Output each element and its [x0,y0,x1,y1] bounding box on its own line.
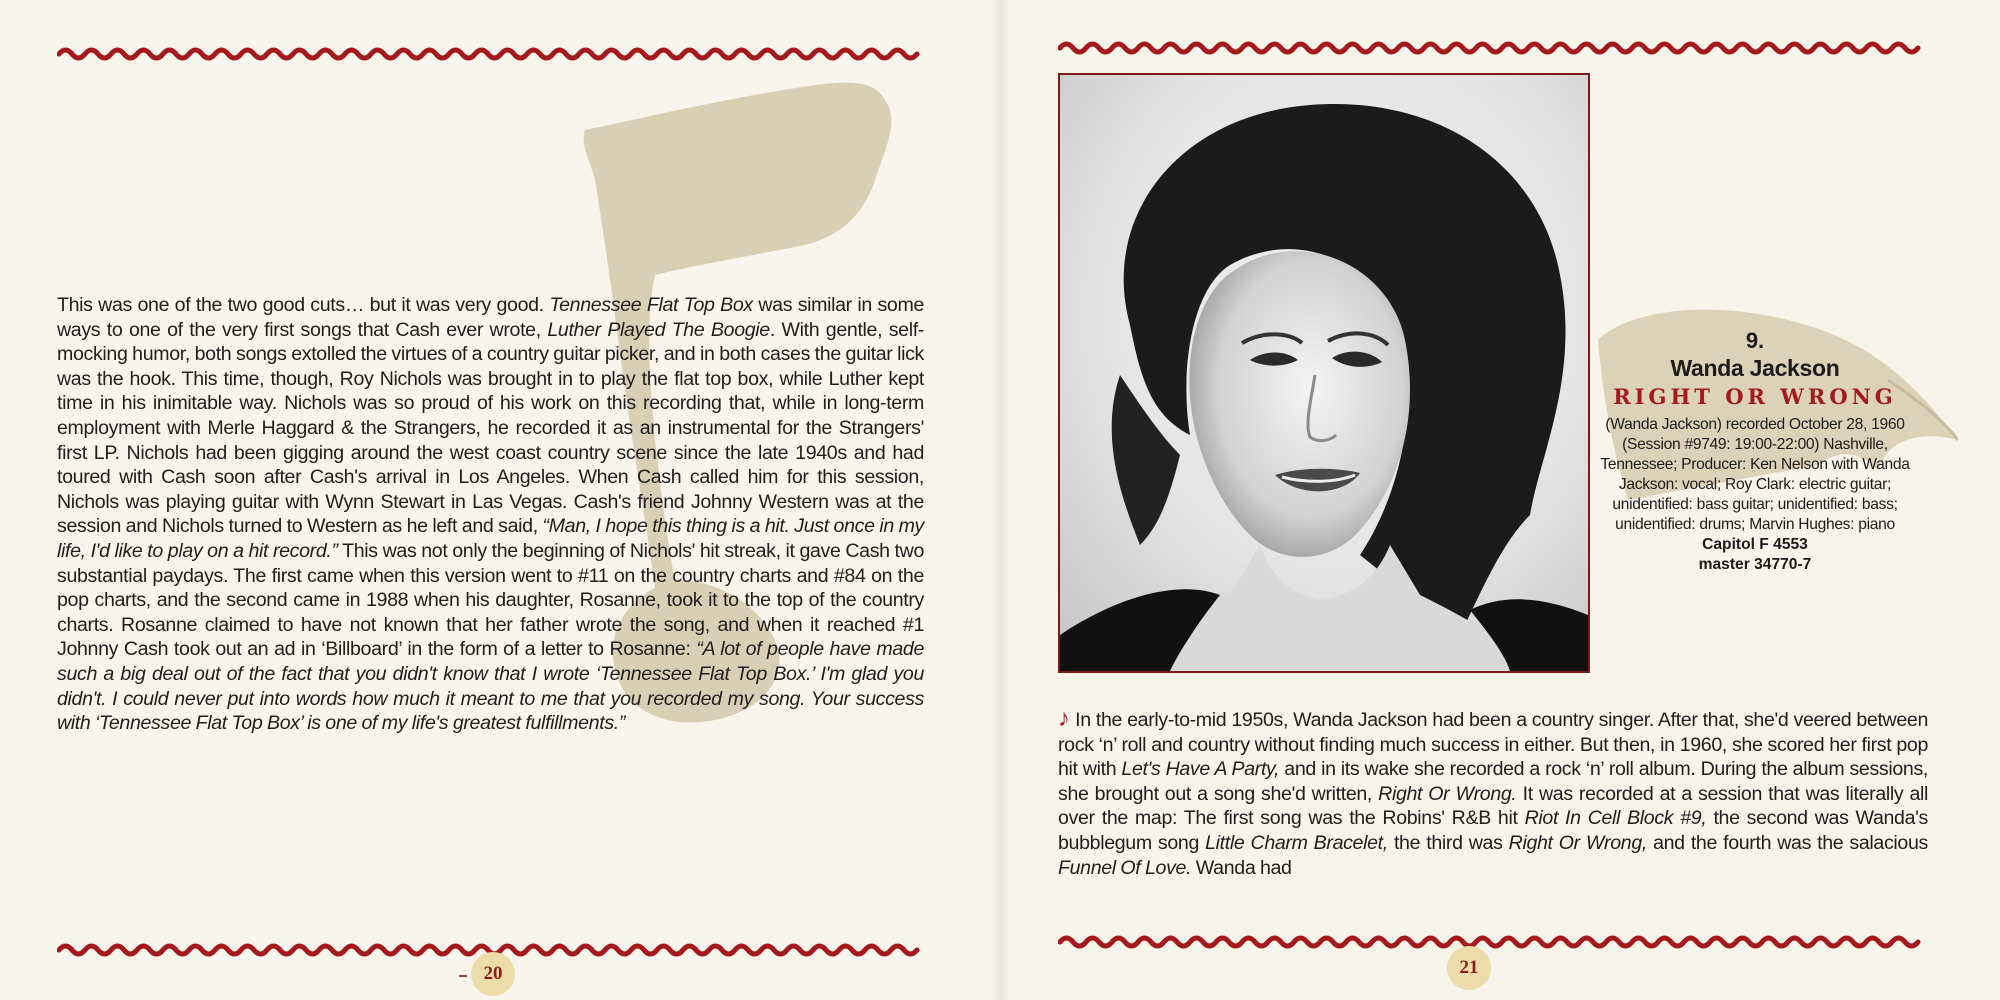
italic-text-run: Funnel Of Love. [1058,856,1192,879]
music-note-bullet-icon: ♪ [1058,705,1071,732]
text-run: and the fourth was the salacious [1646,831,1928,854]
italic-text-run: Luther Played The Boogie [547,318,770,341]
italic-text-run: “A lot of people have made such a big deal out of the fact that you didn't know that I wrote ‘Tennessee Flat Top Box.’ I'm glad you didn't. I could never put into words how much it meant to me that you recorded my song. Your success with ‘Tennessee Flat Top Box’ is one of my life's greatest fulfillments.” [57,638,924,735]
text-run: In the early-to-mid 1950s, Wanda Jackson had been a country singer. After that, she'd veered between rock ‘n’ roll and country without finding much success in either. But then, in 1960, she scored her first pop hit with [1058,709,1928,781]
right-body-text [1058,707,1928,880]
italic-text-run: “Man, I hope this thing is a hit. Just once in my life, I'd like to play on a hit record.” [57,515,924,562]
bottom-wavy-rule-right [1058,932,1924,952]
artist-name: Wanda Jackson [1670,355,1840,381]
portrait-image [1060,75,1588,671]
text-run: It was recorded at a session that was literally all over the map: The first song was the Robins' R&B hit [1058,782,1929,830]
text-run: . With gentle, self-mocking humor, both songs extolled the virtues of a country guitar picker, and in both cases the guitar lick was the hook. This time, though, Roy Nichols was brought in to play the flat top box, while Luther kept time in his inimitable way. Nichols was so proud of his work on this recording that, while in long-term employment with Merle Haggard & the Strangers, he recorded it as an instrumental for the Strangers' first LP. Nichols had been gigging around the west coast country scene since the late 1940s and had toured with Cash soon after Cash's arrival in Los Angeles. When Cash called him for this session, Nichols was playing guitar with Wynn Stewart in Las Vegas. Cash's friend Johnny Western was at the session and Nichols turned to Western as he left and said, [57,318,924,538]
wavy-rule [1058,932,1924,952]
italic-text-run: Tennessee Flat Top Box [549,294,753,316]
text-run: This was one of the two good cuts… but it was very good. [57,294,550,316]
page-number-left: 20 [471,952,515,996]
right-body-content [1058,709,1928,879]
wavy-rule [1058,38,1924,58]
text-run: the second was Wanda's bubblegum song [1058,807,1928,854]
italic-text-run: Riot In Cell Block #9, [1524,807,1707,830]
text-run: was similar in some ways to one of the very first songs that Cash ever wrote, [57,294,925,341]
book-gutter [990,0,1010,1000]
top-wavy-rule-right [1058,38,1924,58]
text-run: This was not only the beginning of Nichols' hit streak, it gave Cash two substantial paydays. The first came when this version went to #11 on the country charts and #84 on the pop charts, and the second came in 1988 when his daughter, Rosanne, took it to the top of the country charts. Rosanne claimed to have not known that her father wrote the song, and when it reached #1 Johnny Cash took out an ad in ‘Billboard’ in the form of a letter to Rosanne: [57,539,924,661]
text-run: Wanda had [1191,856,1292,879]
text-run: the third was [1387,831,1509,854]
text-run: and in its wake she recorded a rock ‘n’ roll album. During the album sessions, she brought out a song she'd written, [1058,758,1928,805]
right-body-paragraph [1058,707,1928,880]
release-label: Capitol F 4553 [1702,536,1808,553]
italic-text-run: Right Or Wrong, [1508,831,1647,854]
master-number: master 34770-7 [1698,556,1812,573]
session-credits: (Wanda Jackson) recorded October 28, 1960 (Session #9749: 19:00-22:00) Nashville, Tennessee; Producer: Ken Nelson with Wanda Jackson: vocal; Roy Clark: electric guitar; unidentified: bass guitar; unidentified: bass; unidentified: drums; Marvin Hughes: piano [1600,416,1910,533]
song-title: RIGHT OR WRONG [1613,384,1897,409]
italic-text-run: Let's Have A Party, [1121,758,1280,781]
right-page [1000,0,2000,1000]
artist-photo [1058,73,1590,673]
left-body-text [57,293,924,736]
page-number-dash [459,975,467,977]
track-number: 9. [1745,328,1765,353]
italic-text-run: Right Or Wrong. [1378,782,1517,805]
italic-text-run: Little Charm Bracelet, [1205,831,1388,854]
track-info [1600,328,1910,575]
page-number-right: 21 [1447,946,1491,990]
left-body-paragraph [57,293,924,736]
